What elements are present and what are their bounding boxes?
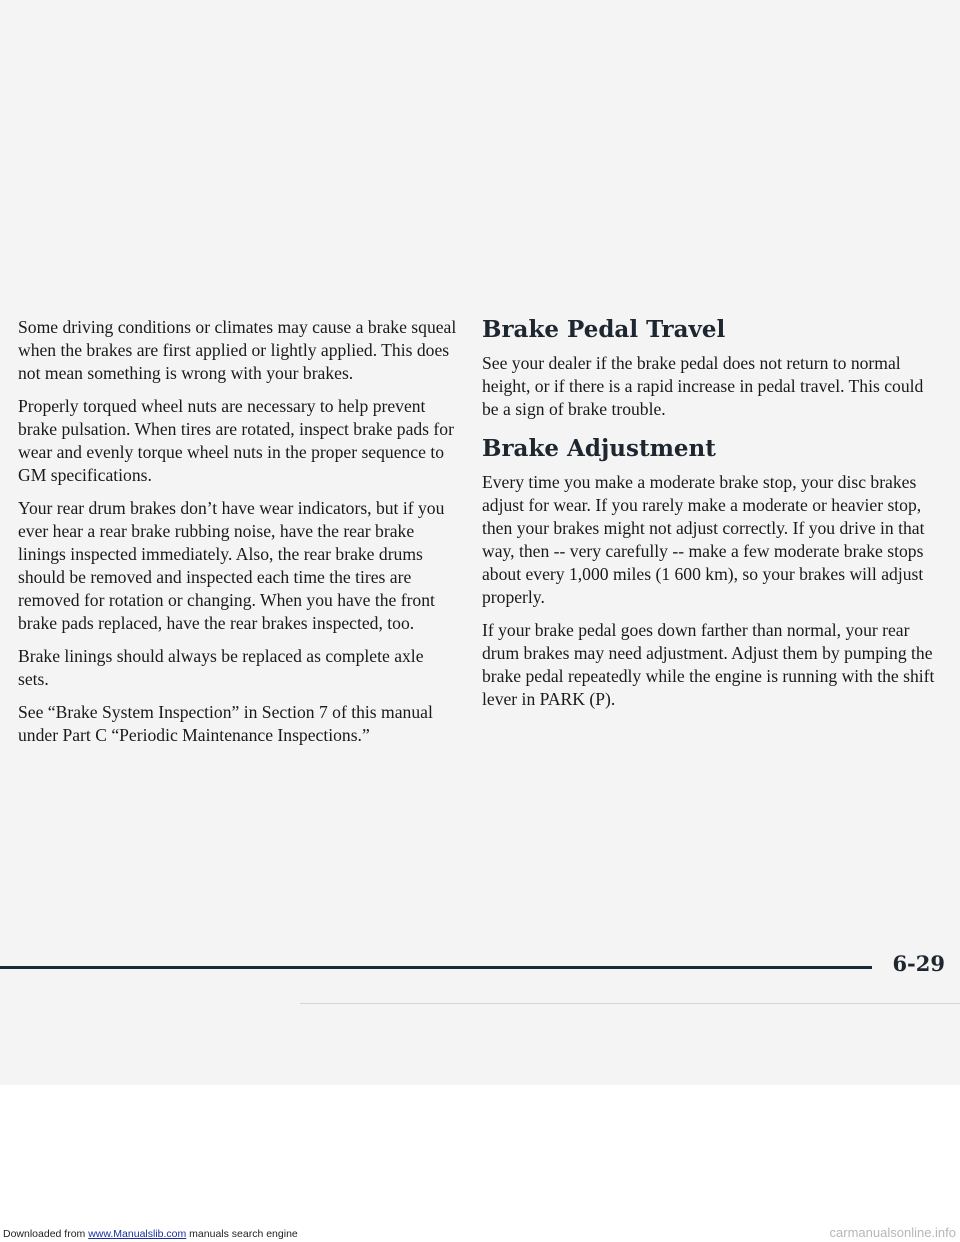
paragraph-brake-squeal: Some driving conditions or climates may cause a brake squeal when the brakes are first applied or lightly applied. This does not mean something is wrong with your brakes. [18,317,457,383]
page-number: 6-29 [892,951,945,976]
left-column [18,316,458,757]
heading-brake-pedal-travel: Brake Pedal Travel [482,316,726,343]
section-brake-pedal-travel [482,316,944,421]
paragraph-brake-adjustment-1: Every time you make a moderate brake stop, your disc brakes adjust for wear. If you rarely make a moderate or heavier stop, then your brakes might not adjust correctly. If you drive in that way, then -- very carefully -- make a few moderate brake stops about every 1,000 miles (1 600 km), so your brakes will adjust properly. [482,472,925,607]
paragraph-see-inspection: See “Brake System Inspection” in Section 7 of this manual under Part C “Periodic Maintenance Inspections.” [18,702,433,745]
footer-rule [0,966,872,969]
paragraph-wheel-nuts: Properly torqued wheel nuts are necessary to help prevent brake pulsation. When tires are rotated, inspect brake pads for wear and evenly torque wheel nuts in the proper sequence to GM specifications. [18,396,454,485]
watermark-prefix: Downloaded from [3,1228,89,1240]
paragraph-brake-pedal-travel: See your dealer if the brake pedal does not return to normal height, or if there is a rapid increase in pedal travel. This could be a sign of brake trouble. [482,353,924,419]
paragraph-brake-adjustment-2: If your brake pedal goes down farther than normal, your rear drum brakes may need adjustment. Adjust them by pumping the brake pedal repeatedly while the engine is running with the shift lever in PARK (P). [482,620,935,709]
faint-divider [300,1003,960,1004]
paragraph-brake-linings: Brake linings should always be replaced as complete axle sets. [18,646,424,689]
paragraph-rear-drum-brakes: Your rear drum brakes don’t have wear indicators, but if you ever hear a rear brake rubbing noise, have the rear brake linings inspected immediately. Also, the rear brake drums should be removed and inspected each time the tires are removed for rotation or changing. When you have the front brake pads replaced, have the rear brakes inspected, too. [18,498,445,633]
manualslib-link[interactable]: www.Manualslib.com [88,1228,187,1240]
watermark-suffix: manuals search engine [186,1228,298,1240]
heading-brake-adjustment: Brake Adjustment [482,435,716,462]
right-column [482,316,944,725]
section-brake-adjustment [482,435,944,711]
watermark-download-notice [3,1228,298,1240]
watermark-site: carmanualsonline.info [829,1225,956,1240]
